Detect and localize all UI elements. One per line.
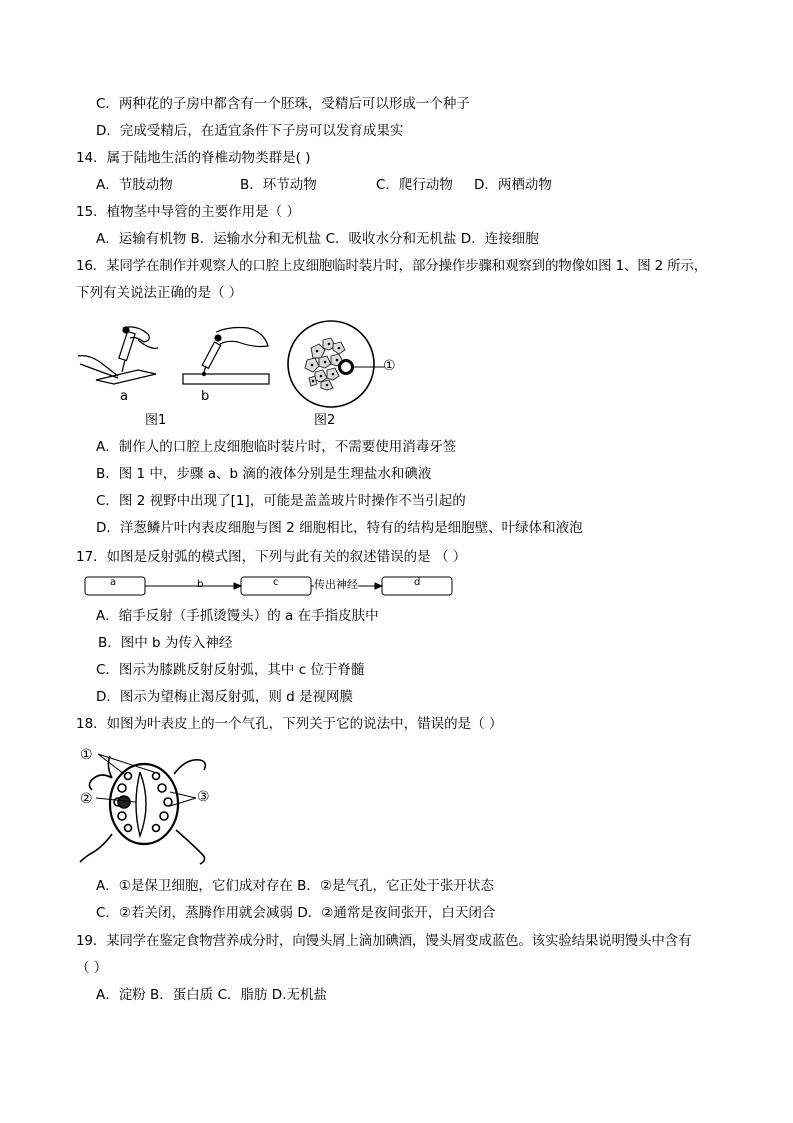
q17-box-d-label: d <box>414 577 421 588</box>
q19-stem-line1: 19．某同学在鉴定食物营养成分时，向馒头屑上滴加碘酒，馒头屑变成蓝色。该实验结果说明馒头中含有 <box>76 933 692 949</box>
q16-fig-label-b: b <box>201 389 210 404</box>
q18-marker-2: ② <box>80 791 93 807</box>
q17-option-d: D．图示为望梅止渴反射弧，则 d 是视网膜 <box>96 689 354 705</box>
q17-box-a-label: a <box>110 577 117 588</box>
q16-option-a: A．制作人的口腔上皮细胞临时装片时，不需要使用消毒牙签 <box>96 439 457 455</box>
q14-option-c: C．爬行动物 <box>376 177 453 193</box>
q16-fig-label-a: a <box>120 389 128 404</box>
q17-box-c-label: c <box>273 577 279 588</box>
q16-fig1-caption: 图1 <box>145 413 167 428</box>
q13-option-c: C．两种花的子房中都含有一个胚珠，受精后可以形成一个种子 <box>96 96 470 112</box>
q16-option-d: D．洋葱鳞片叶内表皮细胞与图 2 细胞相比，特有的结构是细胞壁、叶绿体和液泡 <box>96 520 583 536</box>
q16-stem-line2: 下列有关说法正确的是（ ） <box>76 285 243 301</box>
q14-option-d: D．两栖动物 <box>474 177 552 193</box>
q18-stem: 18．如图为叶表皮上的一个气孔，下列关于它的说法中，错误的是（ ） <box>76 716 503 732</box>
q17-stem: 17．如图是反射弧的模式图，下列与此有关的叙述错误的是 （ ） <box>76 549 467 565</box>
q14-option-a: A．节肢动物 <box>96 177 173 193</box>
q14-stem: 14．属于陆地生活的脊椎动物类群是( ) <box>76 150 311 166</box>
q18-marker-3: ③ <box>197 789 210 805</box>
q17-reflex-arc-diagram <box>84 574 456 600</box>
q18-options-ab: A．①是保卫细胞，它们成对存在 B．②是气孔，它正处于张开状态 <box>96 878 494 894</box>
q18-marker-1: ① <box>80 747 93 763</box>
q17-arrow-b-label: b <box>197 579 204 590</box>
q13-option-d: D．完成受精后，在适宜条件下子房可以发育成果实 <box>96 123 404 139</box>
q16-stem-line1: 16．某同学在制作并观察人的口腔上皮细胞临时装片时，部分操作步骤和观察到的物像如图 1、图 2 所示， <box>76 258 708 274</box>
q15-options: A．运输有机物 B．运输水分和无机盐 C．吸收水分和无机盐 D．连接细胞 <box>96 231 539 247</box>
q16-option-c: C．图 2 视野中出现了[1]，可能是盖盖玻片时操作不当引起的 <box>96 493 466 509</box>
q14-option-b: B．环节动物 <box>240 177 317 193</box>
q17-efferent-label: 传出神经 <box>314 578 358 591</box>
q16-figure1-drawing <box>78 322 278 394</box>
q17-option-a: A．缩手反射（手抓烫馒头）的 a 在手指皮肤中 <box>96 608 379 624</box>
q16-fig2-marker: ① <box>383 358 396 374</box>
q18-stomata-drawing <box>76 744 216 866</box>
q16-option-b: B．图 1 中，步骤 a、b 滴的液体分别是生理盐水和碘液 <box>96 466 432 482</box>
q19-stem-line2: （ ） <box>76 960 108 976</box>
q16-figure2-microscope-view <box>285 318 377 410</box>
q15-stem: 15．植物茎中导管的主要作用是（ ） <box>76 204 300 220</box>
q17-option-c: C．图示为膝跳反射反射弧，其中 c 位于脊髓 <box>96 662 365 678</box>
q17-option-b: B．图中 b 为传入神经 <box>98 635 233 651</box>
q19-options: A．淀粉 B．蛋白质 C．脂肪 D.无机盐 <box>96 987 327 1003</box>
q18-options-cd: C．②若关闭，蒸腾作用就会减弱 D．②通常是夜间张开，白天闭合 <box>96 905 496 921</box>
q16-fig2-caption: 图2 <box>314 413 336 428</box>
